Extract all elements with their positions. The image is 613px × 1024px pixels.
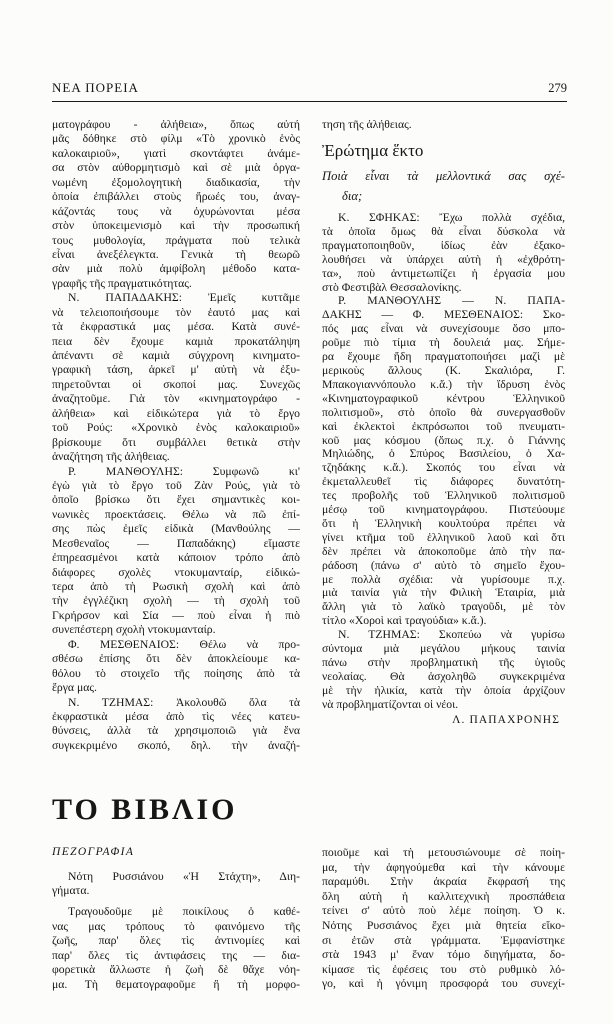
text-line: μα, τὴν ἀφηγούμεθα καὶ τὴν κάνουμε — [322, 860, 565, 874]
text-line: Γκρήρσον καὶ Σία — ποὺ εἶναι ἡ πιὸ — [52, 608, 300, 622]
magazine-title: ΝΕΑ ΠΟΡΕΙΑ — [52, 80, 139, 95]
text-line: Ν. ΠΑΠΑΔΑΚΗΣ: Ἐμεῖς κυττᾶμε — [68, 291, 300, 305]
question-heading: Ἐρώτημα ἕκτο — [322, 141, 424, 160]
text-line: φορετικὰ ἄλλωστε ἡ ζωὴ δὲ θἄχε νόη- — [52, 963, 300, 977]
paragraph — [52, 870, 300, 899]
text-line: νωμένη ἐξομολογητικὴ διαδικασία, τὴν — [52, 175, 300, 189]
paragraph — [322, 294, 565, 628]
text-line: ἀπέναντι σὲ καμιὰ σύγχρονη κινηματο- — [52, 349, 300, 362]
text-line: ἐπηρεασμένοι κατὰ κάποιον τρόπο ἀπὸ — [52, 551, 300, 565]
text-line: τζηδάκης κ.ἄ.). Σκοπός του εἶναι νὰ — [322, 461, 565, 475]
text-line: γραφικὴ τάση, ἀρκεῖ μ' αὐτὴ νὰ ἐξυ- — [52, 363, 300, 377]
text-line: μᾶς δόθηκε στὸ φίλμ «Τὸ χρονικὸ ἑνὸς — [52, 132, 300, 146]
text-line: πάνω στὴν προβληματικὴ τῆς ὑγιοῦς — [322, 656, 565, 669]
text-line: ἐκφραστικὰ μέσα ἀπὸ τὶς νέες κατευ- — [52, 709, 300, 723]
text-line: Μηλιώδης, ὁ Σπύρος Βασιλείου, ὁ Χα- — [322, 447, 565, 461]
interview-continuation — [322, 118, 565, 132]
text-line: παραμύθι. Στὴν ἀκραία ἔκφρασή της — [322, 875, 565, 889]
text-line: ΔΑΚΗΣ — Φ. ΜΕΣΘΕΝΑΙΟΣ: Σκο- — [322, 308, 565, 322]
text-line: διάφορες σχολὲς ντοκυμανταίρ, εἰδικώ- — [52, 565, 300, 579]
text-line: στὸν ὑποκειμενισμὸ καὶ τὴν προσωπική — [52, 219, 300, 233]
text-line: ὁποῖο βρίσκω ὅτι ἔχει σημαντικὲς κοι- — [52, 493, 300, 507]
text-line: με πολλὰ σχέδια: νὰ γυρίσουμε π.χ. — [322, 572, 565, 586]
text-line: συγκεκριμένο σκοπό, δηλ. τὴν ἀναζή- — [52, 738, 300, 752]
category-label: ΠΕΖΟΓΡΑΦΙΑ — [52, 846, 135, 858]
text-line: σα στὸν αὐθορμητισμὸ καὶ σὲ μιὰ ὀργα- — [52, 161, 300, 175]
text-line: πεια δὲν ἔχουμε καμιὰ προκατάληψη — [52, 334, 300, 348]
text-line: καὶ ἐκλεκτοὶ ἐκπρόσωποι τοῦ πνευματι- — [322, 419, 565, 433]
text-line: στὸ Φεστιβὰλ Θεσσαλονίκης. — [322, 280, 462, 294]
text-line: πός μας εἶναι νὰ συνεχίσουμε ὅσο μπο- — [322, 322, 565, 336]
interview-left-column — [52, 118, 300, 753]
text-line: ρα ἔχουμε ἤδη πραγματοποιήσει μαζὶ μὲ — [322, 350, 565, 364]
paragraph — [322, 166, 565, 206]
text-line: νεολαίας. Θὰ ἀσχοληθῶ συγκεκριμένα — [322, 669, 565, 683]
text-line: Ρ. ΜΑΝΘΟΥΛΗΣ — Ν. ΠΑΠΑ- — [338, 294, 565, 308]
text-line: ὁποία ἐπιβάλλει στοὺς ἥρωές του, ἀναγ- — [52, 190, 300, 204]
text-line: τὴν ἐγγλέζικη σχολὴ — τὴ σχολὴ τοῦ — [52, 594, 300, 608]
text-line: Ρ. ΜΑΝΘΟΥΛΗΣ: Συμφωνῶ κι' — [68, 464, 300, 478]
text-line: καλοκαιριοῦ», γιατὶ σκοντάφτει ἀνάμε- — [52, 146, 300, 160]
question-text — [322, 166, 565, 206]
paragraph — [322, 118, 565, 132]
text-line: Ποιὰ εἶναι τὰ μελλοντικά σας σχέ- — [322, 169, 565, 183]
paragraph — [52, 118, 300, 291]
book-reference — [52, 870, 300, 899]
paragraph — [52, 638, 300, 696]
header-rule — [52, 101, 567, 102]
text-line: ματογράφου - ἀλήθεια», ὅπως αὐτή — [52, 118, 300, 131]
text-line: πολιτισμοῦ», στὸ ὁποῖο θὰ συνεργασθοῦν — [322, 405, 565, 419]
text-line: Ν. ΤΖΗΜΑΣ: Σκοπεύω νὰ γυρίσω — [338, 628, 565, 642]
paragraph — [52, 291, 300, 464]
text-line: μὲ τὴν ἡλικία, κατὰ τὴν ὁποία ἀρχίζουν — [322, 683, 565, 697]
text-line: γο, καὶ ἡ γόνιμη προσφορά του συνεχί- — [322, 977, 565, 991]
text-line: τὰ ὁποῖα ὅμως θὰ εἶναι δύσκολα νὰ — [322, 224, 565, 238]
text-line: Νότης Ρυσσιάνος ἔχει μιὰ θητεία εἴκο- — [322, 918, 565, 932]
text-line: κάζοντάς τους νὰ ὀχυρώνονται μέσα — [52, 204, 300, 218]
text-line: γήματα. — [52, 884, 90, 898]
text-line: νὰ τελειοποιήσουμε τὸν ἑαυτό μας καὶ — [52, 305, 300, 319]
text-line: τείνει σ' αὐτὸ ποὺ λέμε ποίηση. Ὁ κ. — [322, 904, 565, 918]
text-line: ἐγὼ γιὰ τὸ ἔργο τοῦ Ζὰν Ρούς, γιὰ τὸ — [52, 478, 300, 492]
text-line: δὲν πρέπει νὰ ἀποκοποῦμε ἀπὸ τὴν πα- — [322, 544, 565, 558]
text-line: ἀναζητοῦμε. Γιὰ τὸν «κινηματογράφο - — [52, 392, 300, 406]
text-line: κίμασε τὶς ἐφέσεις του στὸ ρυθμικὸ λό- — [322, 962, 565, 976]
text-line: γραφῆς τῆς πραγματικότητας. — [52, 276, 192, 290]
paragraph — [52, 465, 300, 638]
text-line: σι ἐτῶν στὰ γράμματα. Ἐμφανίστηκε — [322, 933, 565, 947]
text-line: Μπακογιαννόπουλο κ.ἄ.) τὴν ἵδρυση ἑνὸς — [322, 377, 565, 391]
paragraph — [52, 696, 300, 754]
text-line: ἐκμεταλλευθεῖ τὶς διάφορες δυνατότη- — [322, 475, 565, 489]
text-line: τα», ποὺ ἀντιμετωπίζει ἡ ἐργασία μου — [322, 266, 565, 280]
text-line: ἀλήθεια» καὶ εἰδικώτερα γιὰ τὸ ἔργο — [52, 406, 300, 420]
author-signature: Λ. ΠΑΠΑΧΡΟΝΗΣ — [452, 714, 560, 726]
text-line: ζωῆς, παρ' ὅλες τὶς ἀντινομίες καὶ — [52, 934, 300, 948]
text-line: μερικοὺς ἄλλους (Κ. Σκαλιόρα, Γ. — [322, 363, 565, 377]
paragraph — [52, 905, 300, 993]
text-line: τους μυθολογία, πράγματα ποὺ τελικὰ — [52, 233, 300, 247]
text-line: μέσῳ τοῦ κινηματογράφου. Πιστεύουμε — [322, 503, 565, 517]
text-line: πραγματοποιηθοῦν, ἰδίως ἐὰν ἐξακο- — [322, 238, 565, 252]
text-line: συνεπέστερη σχολὴ ντοκυμανταίρ. — [52, 623, 216, 637]
text-line: Μεσθεναῖος — Παπαδάκης) εἴμαστε — [52, 536, 300, 550]
text-line: Φ. ΜΕΣΘΕΝΑΙΟΣ: Θέλω νὰ προ- — [68, 637, 300, 651]
text-line: «Κινηματογραφικοῦ κέντρου Ἑλληνικοῦ — [322, 391, 565, 405]
text-line: ὅτι ἡ Ἑλληνικὴ κουλτούρα πρέπει νὰ — [322, 516, 565, 530]
text-line: σύντομα μιὰ μεγάλου μήκους ταινία — [322, 642, 565, 656]
text-line: τηση τῆς ἀλήθειας. — [322, 118, 412, 131]
section-title: ΤΟ ΒΙΒΛΙΟ — [52, 793, 238, 826]
text-line: ποιοῦμε καὶ τὴ μετουσιώνουμε σὲ ποίη- — [322, 846, 565, 859]
interview-answers — [322, 211, 565, 712]
text-line: κοῦ μας κόσμου (ὅπως π.χ. ὁ Γιάννης — [322, 433, 565, 447]
text-line: εἶναι ἀνεξέλεγκτα. Γενικὰ τὴ θεωρῶ — [52, 247, 300, 261]
text-line: Κ. ΣΦΗΚΑΣ: Ἔχω πολλὰ σχέδια, — [338, 211, 565, 224]
text-line: σης πὼς ἐμεῖς εἰδικὰ (Μανθούλης — — [52, 522, 300, 536]
text-line: ἀναζήτηση τῆς ἀλήθειας. — [52, 450, 170, 464]
text-line: τίτλο «Χοροὶ καὶ τραγούδια» κ.ἄ.). — [322, 614, 487, 628]
text-line: θύνσεις, ἀλλὰ τὰ χρησιμοποιῶ γιὰ ἕνα — [52, 724, 300, 738]
text-line: ἄλλη γιὰ τὸ λαϊκὸ τραγοῦδι, μὲ τὸν — [322, 600, 565, 614]
text-line: στὰ 1943 μ' ἕναν τόμο διηγήματα, δο- — [322, 948, 565, 962]
text-line: νὰ προβληματίζονται οἱ νέοι. — [322, 697, 459, 711]
review-left-column — [52, 905, 300, 993]
page-number: 279 — [548, 81, 567, 95]
text-line: νωνικὲς προεκτάσεις. Θέλω νὰ πῶ ἐπί- — [52, 507, 300, 521]
text-line: μα. Τὴ θεματογραφοῦμε ἢ τὴ μορφο- — [52, 977, 300, 991]
text-line: Νότη Ρυσσιάνου «Ἡ Στάχτη», Διη- — [68, 870, 300, 883]
text-line: μιὰ ταινία γιὰ τὴν Φιλικὴ Ἑταιρία, μιὰ — [322, 586, 565, 600]
text-line: τοῦ Ρούς: «Χρονικὸ ἑνὸς καλοκαιριοῦ» — [52, 421, 300, 435]
text-line: ἔργα μας. — [52, 681, 97, 695]
text-line: λουθήσει νὰ ὑπάρχει αὐτὴ ἡ «ἐχθρότη- — [322, 252, 565, 266]
text-line: Ν. ΤΖΗΜΑΣ: Ἀκολουθῶ ὅλα τὰ — [68, 695, 300, 709]
text-line: νας μας τρόπους τὸ φαινόμενο τῆς — [52, 919, 300, 933]
text-line: σὰν μιὰ πολὺ ἀμφίβολη μέθοδο κατα- — [52, 262, 300, 276]
text-line: γίνει κτῆμα τοῦ ἑλληνικοῦ λαοῦ καὶ ὅτι — [322, 530, 565, 544]
text-line: βρίσκουμε ὅτι συμβάλλει θετικὰ στὴν — [52, 435, 300, 449]
paragraph — [322, 846, 565, 992]
text-line: θόλου τὸ στοιχεῖο τῆς ποίησης ἀπὸ τὰ — [52, 666, 300, 680]
text-line: Τραγουδοῦμε μὲ ποικίλους ὁ καθέ- — [68, 905, 300, 918]
text-line: δια; — [342, 189, 363, 203]
review-right-column — [322, 846, 565, 992]
text-line: πηρετοῦνται οἱ σκοποί μας. Συνεχῶς — [52, 377, 300, 391]
text-line: τες προβολῆς τοῦ Ἑλληνικοῦ πολιτισμοῦ — [322, 489, 565, 503]
text-line: σθέσω ἐπίσης ὅτι δὲν ἀποκλείουμε κα- — [52, 652, 300, 666]
text-line: ράδοση (πάνω σ' αὐτὸ τὸ σημεῖο ἔχου- — [322, 558, 565, 572]
text-line: ὅλη αὐτὴ ἡ καλλιτεχνικὴ προσπάθεια — [322, 889, 565, 903]
text-line: τερα ἀπὸ τὴ Ρωσικὴ σχολὴ καὶ ἀπὸ — [52, 580, 300, 593]
paragraph — [322, 628, 565, 711]
text-line: ροῦμε πιὸ τίμια τὴ δουλειά μας. Σήμε- — [322, 336, 565, 350]
paragraph — [322, 211, 565, 294]
text-line: τὰ ἐκφραστικά μας μέσα. Κατὰ συνέ- — [52, 320, 300, 334]
text-line: παρ' ὅλες τὶς ἀντιφάσεις της — δια- — [52, 948, 300, 962]
